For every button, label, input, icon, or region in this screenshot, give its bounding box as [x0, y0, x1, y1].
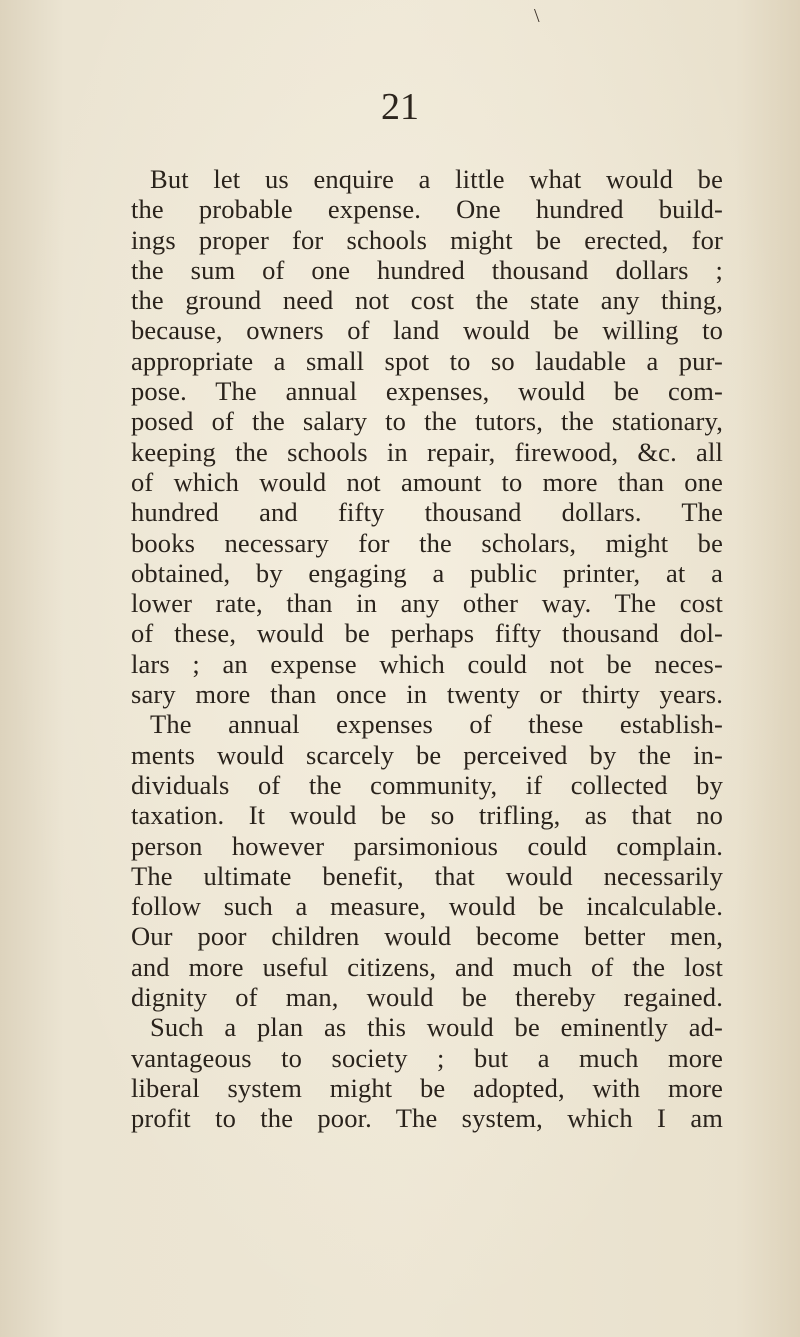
body-text: [131, 164, 723, 1134]
text-line: The ultimate benefit, that would necessarily: [131, 860, 723, 891]
text-line: hundred and fifty thousand dollars. The: [131, 497, 723, 528]
text-line: person however parsimonious could complain.: [131, 830, 723, 861]
text-line: But let us enquire a little what would be: [150, 164, 723, 194]
text-line: because, owners of land would be willing to: [131, 315, 723, 346]
text-line: dividuals of the community, if collected by: [131, 769, 723, 800]
text-line: keeping the schools in repair, firewood, &c. all: [131, 436, 723, 467]
text-line: the ground need not cost the state any thing,: [131, 285, 723, 316]
text-line: lower rate, than in any other way. The cost: [131, 588, 723, 619]
text-line: of these, would be perhaps fifty thousand dol-: [131, 618, 723, 649]
text-line: appropriate a small spot to so laudable a pur-: [131, 345, 723, 376]
text-line: ments would scarcely be perceived by the in-: [131, 739, 723, 770]
text-line: dignity of man, would be thereby regained.: [131, 982, 723, 1013]
stray-mark: \: [534, 5, 540, 27]
text-line: follow such a measure, would be incalculable.: [131, 891, 723, 922]
text-line: the sum of one hundred thousand dollars ;: [131, 254, 723, 285]
text-line: ings proper for schools might be erected, for: [131, 224, 723, 255]
text-line: vantageous to society ; but a much more: [131, 1042, 723, 1073]
text-line: The annual expenses of these establish-: [150, 709, 723, 740]
text-line: the probable expense. One hundred build-: [131, 194, 723, 225]
text-line: obtained, by engaging a public printer, at a: [131, 557, 723, 588]
text-line: taxation. It would be so trifling, as that no: [131, 800, 723, 831]
text-line: liberal system might be adopted, with more: [131, 1072, 723, 1103]
page-number: 21: [381, 86, 419, 128]
text-line: profit to the poor. The system, which I am: [131, 1103, 723, 1134]
text-line: Our poor children would become better men,: [131, 921, 723, 952]
text-line: of which would not amount to more than one: [131, 466, 723, 497]
text-line: Such a plan as this would be eminently ad-: [150, 1012, 723, 1043]
text-line: pose. The annual expenses, would be com-: [131, 376, 723, 407]
text-line: books necessary for the scholars, might be: [131, 527, 723, 558]
text-line: posed of the salary to the tutors, the stationary,: [131, 406, 723, 437]
text-line: sary more than once in twenty or thirty years.: [131, 679, 723, 710]
text-line: lars ; an expense which could not be neces-: [131, 648, 723, 679]
text-line: and more useful citizens, and much of the lost: [131, 951, 723, 982]
